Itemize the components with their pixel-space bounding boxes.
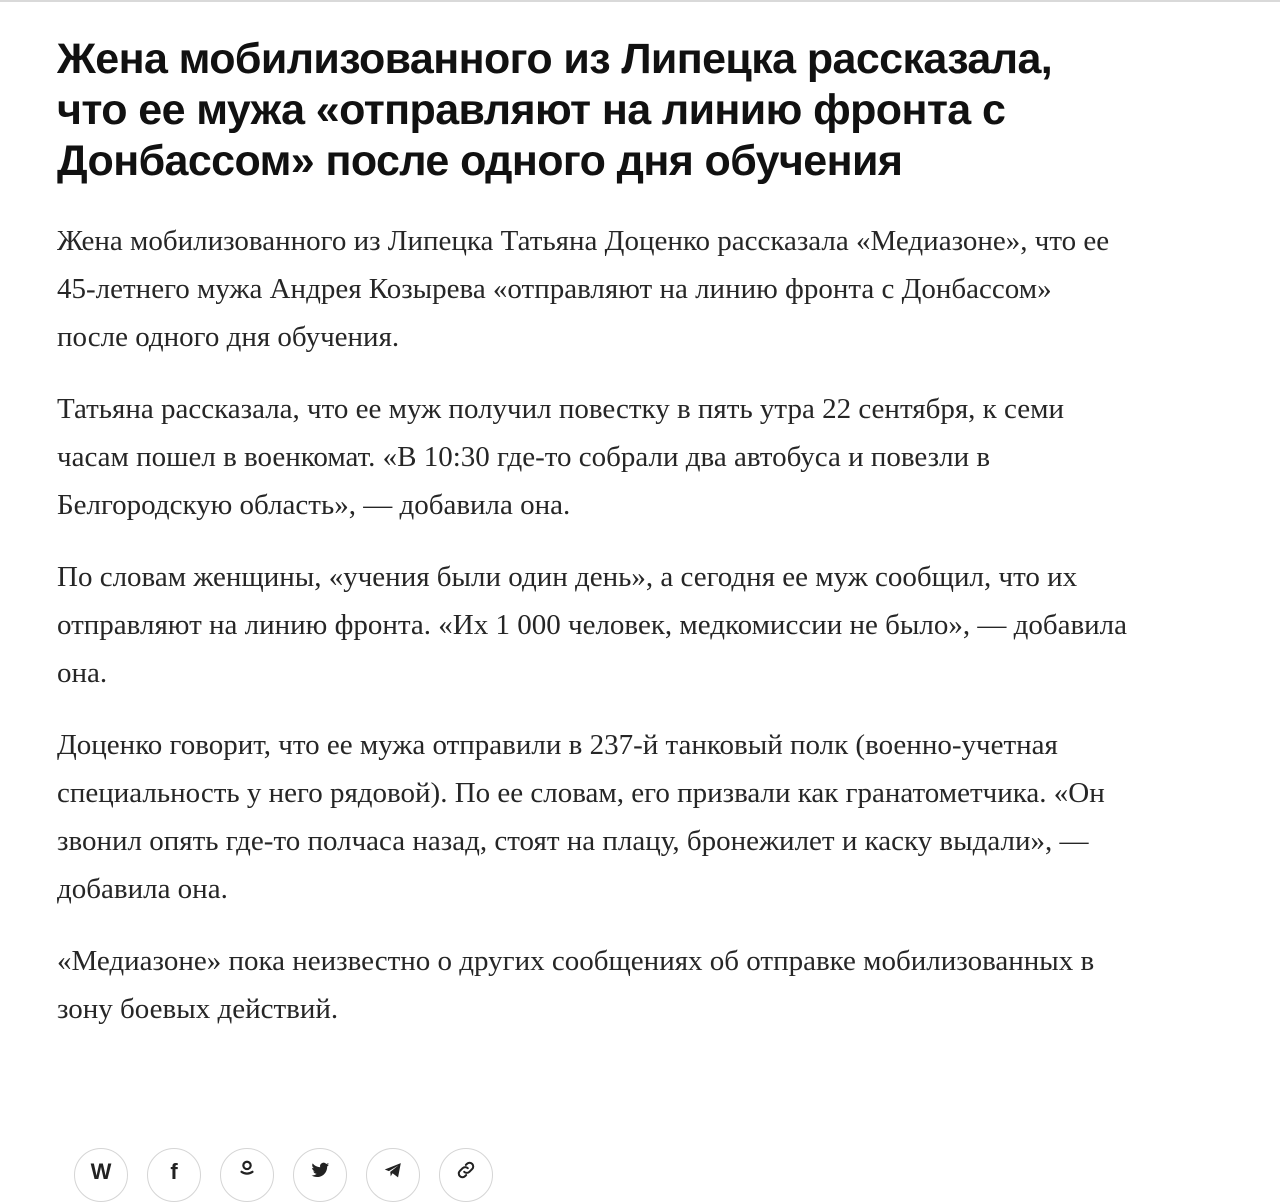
share-facebook-button[interactable] (147, 1148, 201, 1202)
top-divider (0, 0, 1280, 2)
article (57, 34, 1127, 1057)
article-paragraph: «Медиазоне» пока неизвестно о других сообщениях об отправке мобилизованных в зону боевых действий. (57, 945, 1095, 1025)
article-paragraph: Доценко говорит, что ее мужа отправили в 237-й танковый полк (военно-учетная специальность у него рядовой). По ее словам, его призвали как гранатометчика. «Он звонил опять где-то полчаса назад, стоят на плацу, бронежилет и каску выдали», — добавила она. (57, 729, 1105, 905)
share-link-button[interactable] (439, 1148, 493, 1202)
share-twitter-button[interactable] (293, 1148, 347, 1202)
share-telegram-button[interactable] (366, 1148, 420, 1202)
telegram-icon (382, 1159, 404, 1181)
article-headline: Жена мобилизованного из Липецка рассказала, что ее мужа «отправляют на линию фронта с Донбассом» после одного дня обучения (57, 35, 1053, 185)
share-vk-button[interactable] (74, 1148, 128, 1202)
article-paragraph: По словам женщины, «учения были один день», а сегодня ее муж сообщил, что их отправляют на линию фронта. «Их 1 000 человек, медкомиссии не было», — добавила она. (57, 561, 1128, 689)
article-paragraph: Жена мобилизованного из Липецка Татьяна Доценко рассказала «Медиазоне», что ее 45-летнего мужа Андрея Козырева «отправляют на линию фронта с Донбассом» после одного дня обучения. (57, 225, 1110, 353)
facebook-icon: f (170, 1159, 178, 1184)
twitter-icon (309, 1159, 331, 1181)
share-bar (74, 1148, 493, 1202)
share-odnoklassniki-button[interactable] (220, 1148, 274, 1202)
article-body (57, 217, 1127, 1033)
link-icon (455, 1159, 477, 1181)
article-paragraph: Татьяна рассказала, что ее муж получил повестку в пять утра 22 сентября, к семи часам пошел в военкомат. «В 10:30 где-то собрали два автобуса и повезли в Белгородскую область», — добавила она. (57, 393, 1064, 521)
odnoklassniki-icon (236, 1159, 258, 1181)
vk-icon: W (90, 1159, 112, 1184)
